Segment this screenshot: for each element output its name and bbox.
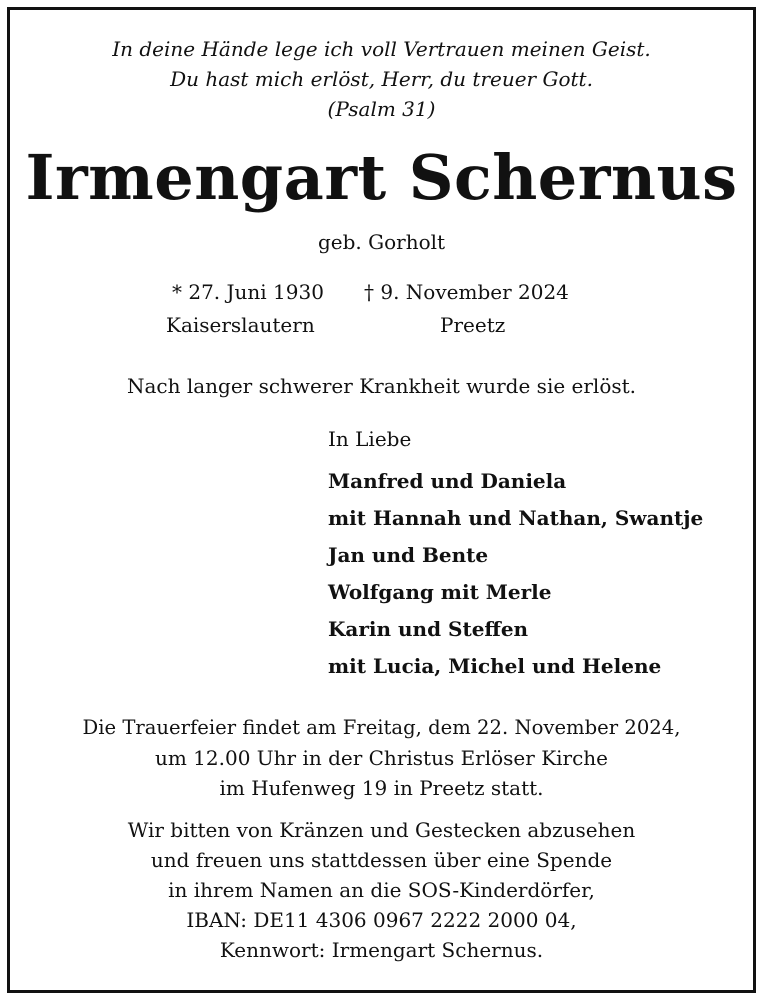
verse-line-2: Du hast mich erlöst, Herr, du treuer Gott. xyxy=(170,67,593,91)
donation-iban: IBAN: DE11 4306 0967 2222 2000 04, xyxy=(186,908,577,932)
family-member: Jan und Bente xyxy=(328,543,489,567)
birth-place: Kaiserslautern xyxy=(166,313,315,337)
donation-line-3: in ihrem Namen an die SOS-Kinderdörfer, xyxy=(168,878,595,902)
statement: Nach langer schwerer Krankheit wurde sie erlöst. xyxy=(126,374,637,398)
family-member: Karin und Steffen xyxy=(328,617,529,641)
funeral-line-3: im Hufenweg 19 in Preetz statt. xyxy=(219,776,544,800)
birth-date: * 27. Juni 1930 xyxy=(172,280,324,304)
funeral-line-2: um 12.00 Uhr in der Christus Erlöser Kirche xyxy=(154,746,609,770)
maiden-name: geb. Gorholt xyxy=(317,230,446,254)
family-member: mit Hannah und Nathan, Swantje xyxy=(328,506,704,530)
in-love-label: In Liebe xyxy=(328,427,412,451)
funeral-line-1: Die Trauerfeier findet am Freitag, dem 22. November 2024, xyxy=(82,716,681,739)
family-member: Wolfgang mit Merle xyxy=(328,580,552,604)
verse-reference: (Psalm 31) xyxy=(327,97,436,121)
death-place: Preetz xyxy=(440,313,506,337)
donation-line-2: und freuen uns stattdessen über eine Spende xyxy=(150,848,613,872)
family-member: mit Lucia, Michel und Helene xyxy=(328,654,662,678)
donation-keyword: Kennwort: Irmengart Schernus. xyxy=(219,938,544,962)
family-member: Manfred und Daniela xyxy=(328,469,567,493)
donation-line-1: Wir bitten von Kränzen und Gestecken abzusehen xyxy=(127,818,636,842)
deceased-name: Irmengart Schernus xyxy=(25,141,738,214)
death-date: † 9. November 2024 xyxy=(364,280,569,304)
verse-line-1: In deine Hände lege ich voll Vertrauen meinen Geist. xyxy=(112,37,651,61)
